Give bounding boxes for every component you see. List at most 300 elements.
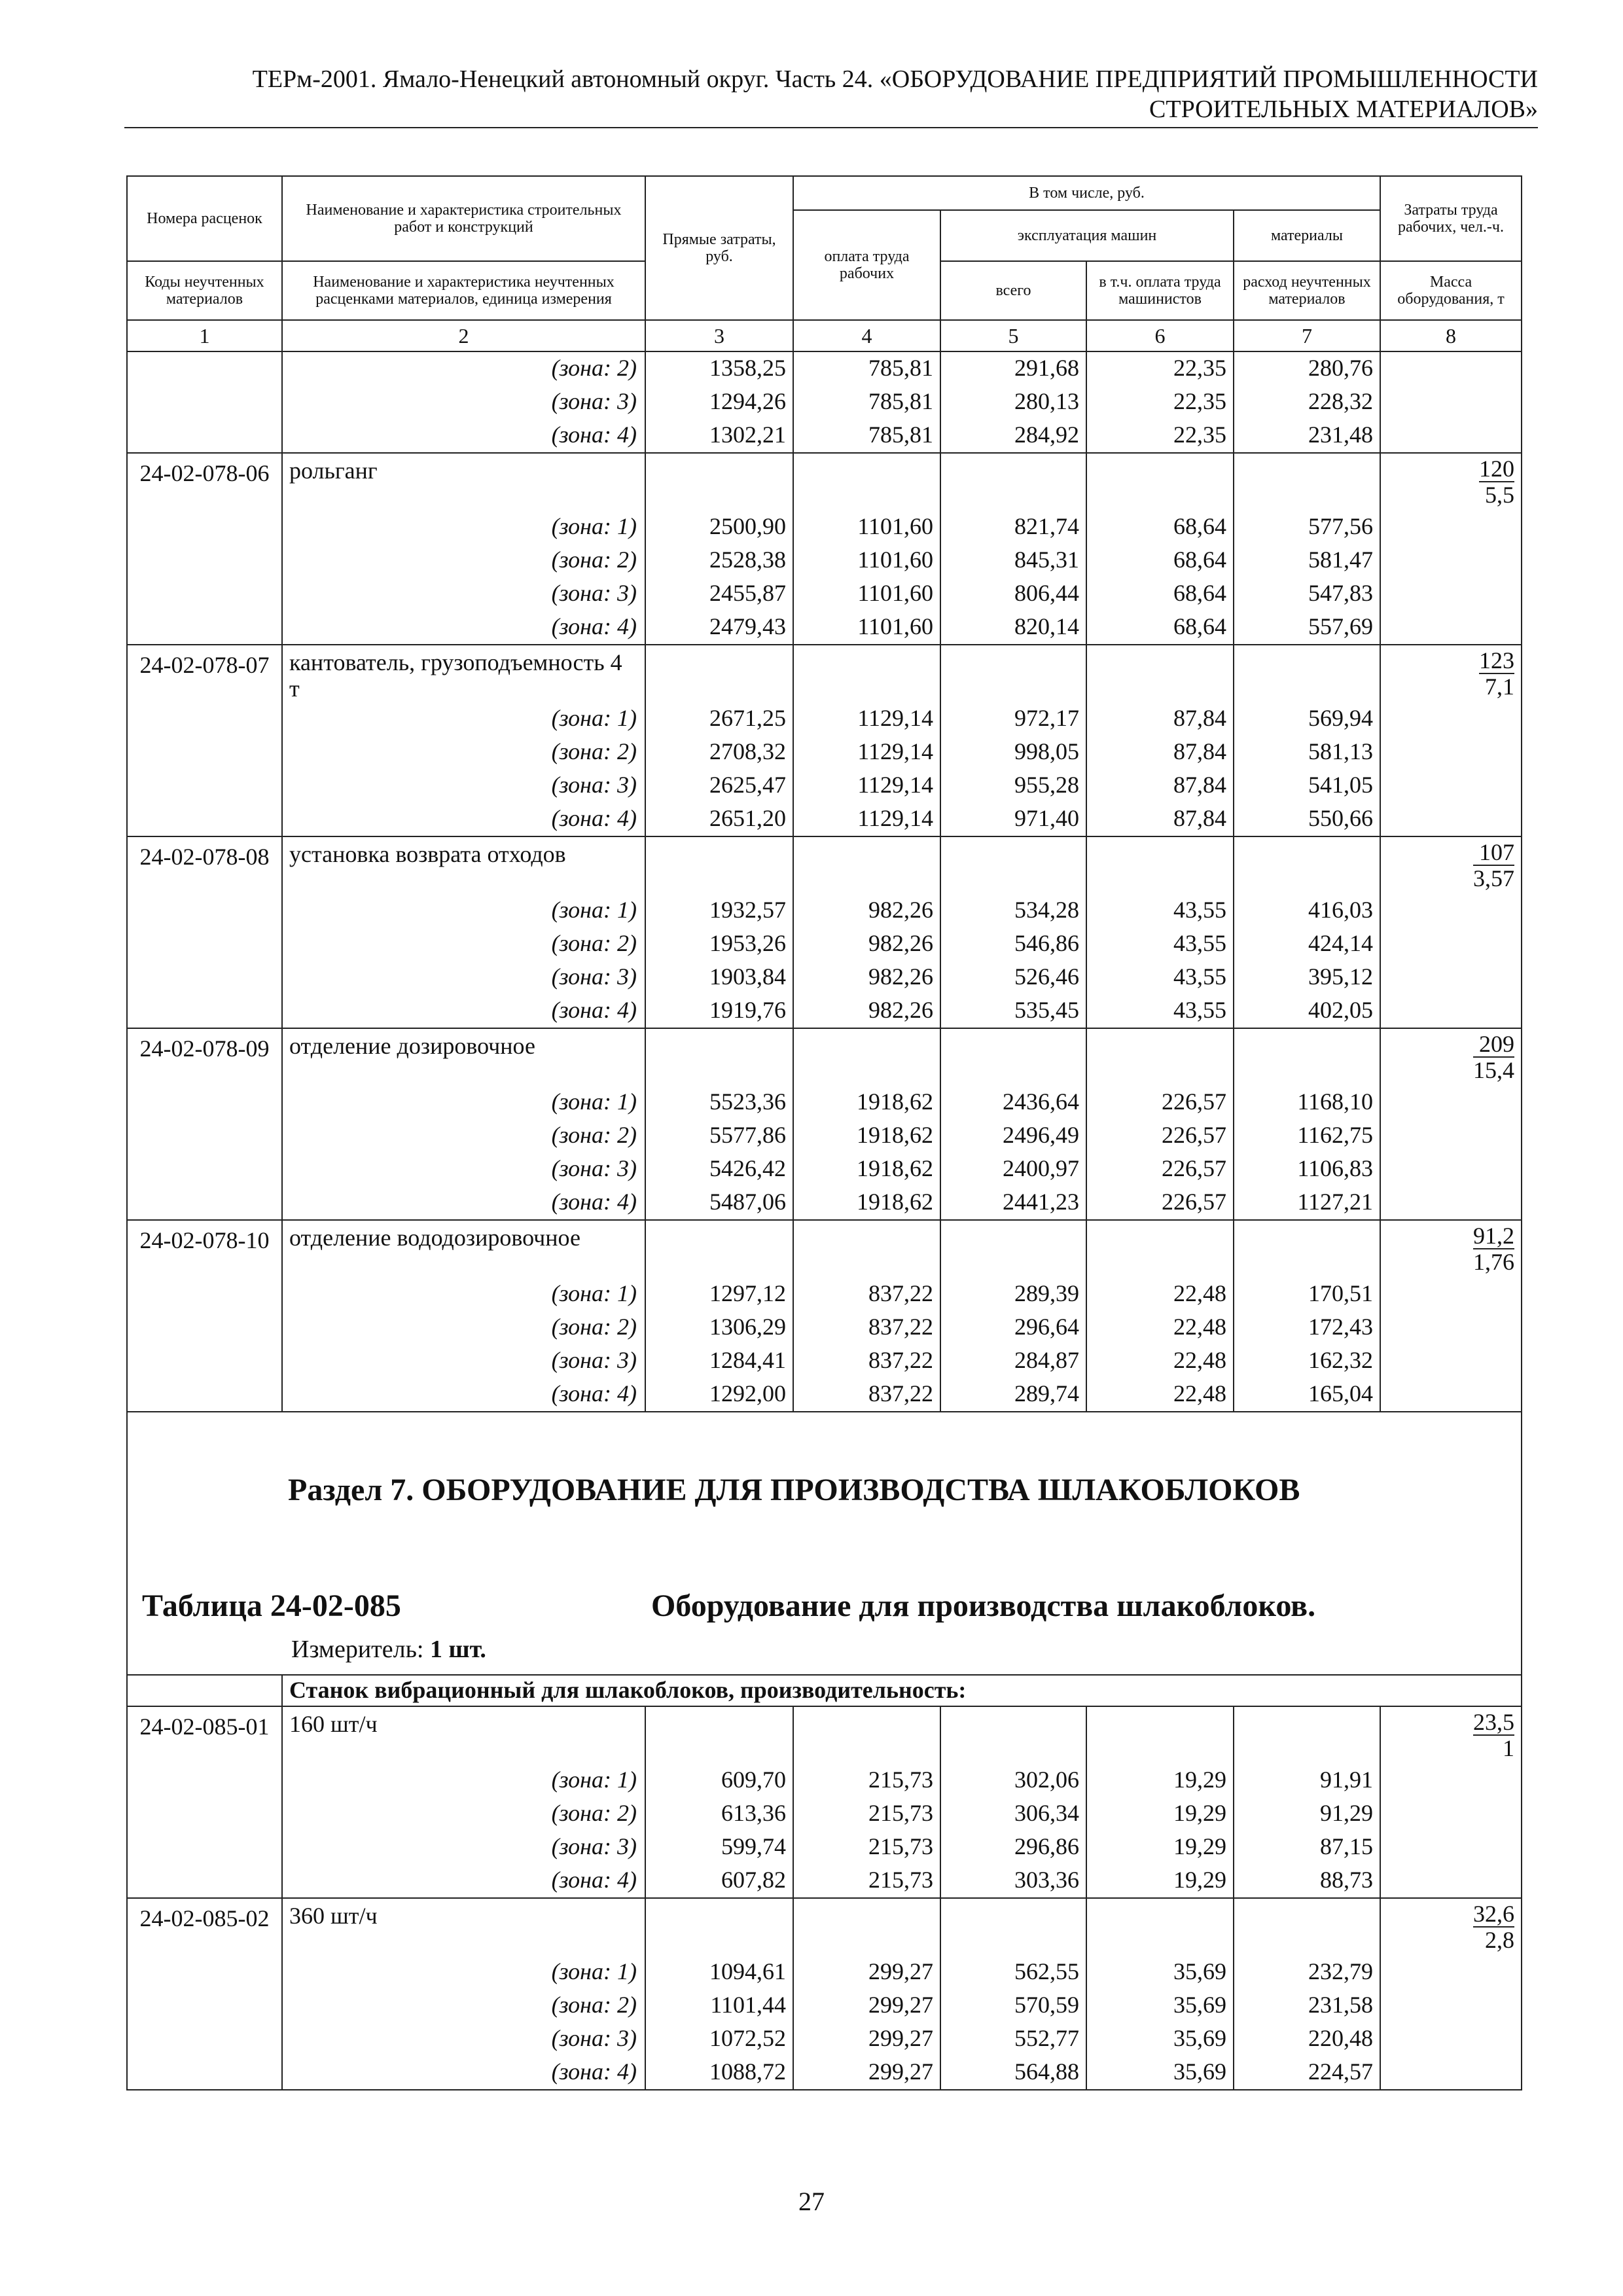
estimate-table — [126, 175, 1522, 2090]
labor-cell — [1380, 1831, 1522, 1864]
table-row — [127, 736, 1522, 769]
value-cell: 289,39 — [940, 1278, 1086, 1311]
head-mass: Масса оборудования, т — [1380, 261, 1522, 320]
value-cell: 1101,60 — [793, 544, 940, 577]
zone-label: (зона: 3) — [282, 386, 645, 419]
zone-label: (зона: 2) — [282, 927, 645, 961]
code-cell — [127, 769, 282, 802]
value-cell: 2441,23 — [940, 1186, 1086, 1220]
value-cell: 535,45 — [940, 994, 1086, 1028]
empty-cell — [645, 1220, 793, 1278]
empty-cell — [645, 1028, 793, 1086]
code-cell — [127, 1378, 282, 1412]
zone-label: (зона: 4) — [282, 994, 645, 1028]
col-number: 2 — [282, 320, 645, 351]
value-cell: 424,14 — [1234, 927, 1380, 961]
empty-cell — [1086, 1220, 1234, 1278]
value-cell: 22,35 — [1086, 419, 1234, 453]
value-cell: 215,73 — [793, 1764, 940, 1797]
value-cell: 526,46 — [940, 961, 1086, 994]
value-cell: 1953,26 — [645, 927, 793, 961]
zone-label: (зона: 1) — [282, 702, 645, 736]
value-cell: 2436,64 — [940, 1086, 1086, 1119]
labor-value: 209 — [1473, 1031, 1514, 1058]
head-drivers: в т.ч. оплата труда машинистов — [1086, 261, 1234, 320]
group-title-row — [127, 836, 1522, 894]
empty-cell — [940, 453, 1086, 511]
group-title-row — [127, 1706, 1522, 1764]
value-cell: 22,48 — [1086, 1311, 1234, 1344]
zone-label: (зона: 4) — [282, 611, 645, 645]
work-name: отделение вододозировочное — [282, 1220, 645, 1278]
mass-value: 1 — [1503, 1735, 1514, 1761]
zone-label: (зона: 2) — [282, 736, 645, 769]
value-cell: 220,48 — [1234, 2022, 1380, 2056]
value-cell: 1292,00 — [645, 1378, 793, 1412]
labor-mass-fraction — [1473, 1710, 1514, 1761]
section-title: Раздел 7. ОБОРУДОВАНИЕ ДЛЯ ПРОИЗВОДСТВА ШЛАКОБЛОКОВ — [288, 1473, 1300, 1507]
mass-value: 15,4 — [1473, 1057, 1514, 1083]
zone-label: (зона: 3) — [282, 1153, 645, 1186]
value-cell: 1932,57 — [645, 894, 793, 927]
zone-label: (зона: 1) — [282, 511, 645, 544]
zone-label: (зона: 1) — [282, 1278, 645, 1311]
empty-cell — [793, 453, 940, 511]
col-number: 3 — [645, 320, 793, 351]
zone-label: (зона: 1) — [282, 894, 645, 927]
code-cell — [127, 927, 282, 961]
value-cell: 43,55 — [1086, 961, 1234, 994]
value-cell: 982,26 — [793, 927, 940, 961]
code-cell — [127, 1864, 282, 1898]
empty-cell — [793, 645, 940, 702]
value-cell: 5426,42 — [645, 1153, 793, 1186]
value-cell: 172,43 — [1234, 1311, 1380, 1344]
value-cell: 299,27 — [793, 1956, 940, 1989]
head-unaccounted: расход неучтенных материалов — [1234, 261, 1380, 320]
table-row — [127, 702, 1522, 736]
value-cell: 1918,62 — [793, 1119, 940, 1153]
value-cell: 2400,97 — [940, 1153, 1086, 1186]
labor-cell — [1380, 961, 1522, 994]
table-row — [127, 802, 1522, 836]
empty-cell — [940, 1220, 1086, 1278]
value-cell: 1919,76 — [645, 994, 793, 1028]
value-cell: 1094,61 — [645, 1956, 793, 1989]
page-number: 27 — [798, 2187, 825, 2216]
value-cell: 87,84 — [1086, 736, 1234, 769]
zone-label: (зона: 4) — [282, 1378, 645, 1412]
value-cell: 306,34 — [940, 1797, 1086, 1831]
table-row — [127, 1378, 1522, 1412]
table-head — [127, 176, 1522, 351]
labor-mass-fraction — [1479, 648, 1514, 699]
table-row — [127, 1831, 1522, 1864]
page-header — [124, 64, 1538, 128]
meter-label: Измеритель: — [291, 1636, 424, 1663]
value-cell: 1168,10 — [1234, 1086, 1380, 1119]
value-cell: 296,86 — [940, 1831, 1086, 1864]
table-row — [127, 1086, 1522, 1119]
table-row — [127, 1956, 1522, 1989]
labor-cell — [1380, 1186, 1522, 1220]
value-cell: 1918,62 — [793, 1086, 940, 1119]
value-cell: 43,55 — [1086, 927, 1234, 961]
value-cell: 2455,87 — [645, 577, 793, 611]
section-block — [127, 1412, 1522, 1706]
labor-mass-cell — [1380, 1706, 1522, 1764]
zone-label: (зона: 2) — [282, 1311, 645, 1344]
group-title-row — [127, 645, 1522, 702]
value-cell: 1284,41 — [645, 1344, 793, 1378]
code-cell — [127, 544, 282, 577]
value-cell: 547,83 — [1234, 577, 1380, 611]
labor-cell — [1380, 1797, 1522, 1831]
rate-code: 24-02-078-10 — [127, 1220, 282, 1278]
rate-code: 24-02-078-08 — [127, 836, 282, 894]
value-cell: 87,15 — [1234, 1831, 1380, 1864]
group-title-row — [127, 453, 1522, 511]
labor-cell — [1380, 2056, 1522, 2090]
value-cell: 88,73 — [1234, 1864, 1380, 1898]
value-cell: 1129,14 — [793, 769, 940, 802]
value-cell: 562,55 — [940, 1956, 1086, 1989]
rate-code: 24-02-078-09 — [127, 1028, 282, 1086]
head-materials: материалы — [1234, 210, 1380, 261]
value-cell: 87,84 — [1086, 769, 1234, 802]
head-in-total: В том числе, руб. — [793, 176, 1380, 210]
value-cell: 785,81 — [793, 419, 940, 453]
table-body-2 — [127, 1706, 1522, 2090]
work-name: 160 шт/ч — [282, 1706, 645, 1764]
zone-label: (зона: 3) — [282, 1831, 645, 1864]
value-cell: 68,64 — [1086, 611, 1234, 645]
value-cell: 280,76 — [1234, 351, 1380, 386]
table-row — [127, 1119, 1522, 1153]
zone-label: (зона: 2) — [282, 1119, 645, 1153]
value-cell: 1106,83 — [1234, 1153, 1380, 1186]
value-cell: 1129,14 — [793, 736, 940, 769]
labor-cell — [1380, 2022, 1522, 2056]
code-cell — [127, 1797, 282, 1831]
value-cell: 68,64 — [1086, 577, 1234, 611]
value-cell: 224,57 — [1234, 2056, 1380, 2090]
labor-cell — [1380, 1119, 1522, 1153]
value-cell: 2708,32 — [645, 736, 793, 769]
value-cell: 845,31 — [940, 544, 1086, 577]
labor-mass-fraction — [1473, 840, 1514, 891]
labor-value: 107 — [1473, 840, 1514, 866]
zone-label: (зона: 3) — [282, 769, 645, 802]
value-cell: 534,28 — [940, 894, 1086, 927]
zone-label: (зона: 4) — [282, 2056, 645, 2090]
labor-mass-cell — [1380, 453, 1522, 511]
work-name: отделение дозировочное — [282, 1028, 645, 1086]
labor-mass-fraction — [1479, 456, 1514, 507]
labor-cell — [1380, 419, 1522, 453]
value-cell: 1101,60 — [793, 511, 940, 544]
value-cell: 416,03 — [1234, 894, 1380, 927]
empty-cell — [940, 1028, 1086, 1086]
value-cell: 1306,29 — [645, 1311, 793, 1344]
value-cell: 91,91 — [1234, 1764, 1380, 1797]
col-number: 6 — [1086, 320, 1234, 351]
empty-cell — [645, 1898, 793, 1956]
value-cell: 1129,14 — [793, 702, 940, 736]
table-row — [127, 1278, 1522, 1311]
value-cell: 2528,38 — [645, 544, 793, 577]
value-cell: 982,26 — [793, 894, 940, 927]
labor-mass-cell — [1380, 1028, 1522, 1086]
head-codes: Номера расценок — [127, 176, 282, 261]
value-cell: 837,22 — [793, 1278, 940, 1311]
labor-cell — [1380, 1153, 1522, 1186]
value-cell: 1088,72 — [645, 2056, 793, 2090]
zone-label: (зона: 4) — [282, 1864, 645, 1898]
empty-cell — [793, 1898, 940, 1956]
code-cell — [127, 961, 282, 994]
value-cell: 215,73 — [793, 1831, 940, 1864]
value-cell: 837,22 — [793, 1344, 940, 1378]
labor-value: 123 — [1479, 647, 1514, 673]
value-cell: 1918,62 — [793, 1186, 940, 1220]
code-cell — [127, 702, 282, 736]
value-cell: 299,27 — [793, 2022, 940, 2056]
value-cell: 552,77 — [940, 2022, 1086, 2056]
labor-cell — [1380, 1989, 1522, 2022]
value-cell: 806,44 — [940, 577, 1086, 611]
value-cell: 541,05 — [1234, 769, 1380, 802]
zone-label: (зона: 3) — [282, 961, 645, 994]
code-cell — [127, 611, 282, 645]
empty-cell — [940, 1898, 1086, 1956]
work-name: установка возврата отходов — [282, 836, 645, 894]
mass-value: 7,1 — [1485, 673, 1514, 700]
table-row — [127, 511, 1522, 544]
value-cell: 165,04 — [1234, 1378, 1380, 1412]
labor-mass-fraction — [1473, 1901, 1514, 1952]
col-number: 8 — [1380, 320, 1522, 351]
header-line-1: ТЕРм-2001. Ямало-Ненецкий автономный округ. Часть 24. «ОБОРУДОВАНИЕ ПРЕДПРИЯТИЙ ПРОМЫШЛЕННОСТИ — [252, 65, 1538, 93]
table-row — [127, 1153, 1522, 1186]
value-cell: 35,69 — [1086, 2056, 1234, 2090]
empty-cell — [1234, 453, 1380, 511]
rate-code: 24-02-078-07 — [127, 645, 282, 702]
value-cell: 581,13 — [1234, 736, 1380, 769]
labor-cell — [1380, 386, 1522, 419]
value-cell: 226,57 — [1086, 1119, 1234, 1153]
value-cell: 1101,60 — [793, 611, 940, 645]
value-cell: 170,51 — [1234, 1278, 1380, 1311]
value-cell: 299,27 — [793, 2056, 940, 2090]
zone-label: (зона: 1) — [282, 1086, 645, 1119]
value-cell: 2500,90 — [645, 511, 793, 544]
zone-label: (зона: 3) — [282, 1344, 645, 1378]
value-cell: 289,74 — [940, 1378, 1086, 1412]
value-cell: 613,36 — [645, 1797, 793, 1831]
table-row — [127, 2056, 1522, 2090]
value-cell: 837,22 — [793, 1378, 940, 1412]
code-cell — [127, 386, 282, 419]
code-cell — [127, 1764, 282, 1797]
value-cell: 5577,86 — [645, 1119, 793, 1153]
table-row — [127, 1344, 1522, 1378]
labor-cell — [1380, 511, 1522, 544]
value-cell: 231,48 — [1234, 419, 1380, 453]
value-cell: 2671,25 — [645, 702, 793, 736]
zone-label: (зона: 2) — [282, 1989, 645, 2022]
table-row — [127, 1864, 1522, 1898]
code-cell — [127, 1831, 282, 1864]
value-cell: 2479,43 — [645, 611, 793, 645]
empty-cell — [1234, 1706, 1380, 1764]
labor-value: 32,6 — [1473, 1901, 1514, 1927]
empty-cell — [1086, 1028, 1234, 1086]
rate-code: 24-02-085-01 — [127, 1706, 282, 1764]
value-cell: 564,88 — [940, 2056, 1086, 2090]
value-cell: 2651,20 — [645, 802, 793, 836]
value-cell: 1072,52 — [645, 2022, 793, 2056]
work-name: рольганг — [282, 453, 645, 511]
value-cell: 35,69 — [1086, 2022, 1234, 2056]
code-cell — [127, 2022, 282, 2056]
header-line-2: СТРОИТЕЛЬНЫХ МАТЕРИАЛОВ» — [1149, 96, 1538, 123]
table-row — [127, 351, 1522, 386]
table-row — [127, 544, 1522, 577]
empty-cell — [793, 836, 940, 894]
value-cell: 280,13 — [940, 386, 1086, 419]
empty-cell — [1086, 836, 1234, 894]
value-cell: 215,73 — [793, 1864, 940, 1898]
empty-cell — [645, 645, 793, 702]
value-cell: 1129,14 — [793, 802, 940, 836]
value-cell: 296,64 — [940, 1311, 1086, 1344]
value-cell: 291,68 — [940, 351, 1086, 386]
labor-mass-cell — [1380, 645, 1522, 702]
value-cell: 43,55 — [1086, 994, 1234, 1028]
value-cell: 284,87 — [940, 1344, 1086, 1378]
labor-value: 23,5 — [1473, 1709, 1514, 1735]
labor-cell — [1380, 802, 1522, 836]
table-row — [127, 2022, 1522, 2056]
labor-cell — [1380, 1378, 1522, 1412]
table-row — [127, 994, 1522, 1028]
labor-mass-cell — [1380, 1220, 1522, 1278]
value-cell: 998,05 — [940, 736, 1086, 769]
code-cell — [127, 351, 282, 386]
table-subtitle: Станок вибрационный для шлакоблоков, производительность: — [282, 1675, 1522, 1706]
labor-mass-cell — [1380, 1898, 1522, 1956]
head-codes-2: Коды неучтенных материалов — [127, 261, 282, 320]
zone-label: (зона: 1) — [282, 1956, 645, 1989]
labor-value: 91,2 — [1473, 1223, 1514, 1249]
table-row — [127, 1764, 1522, 1797]
col-number: 1 — [127, 320, 282, 351]
value-cell: 19,29 — [1086, 1831, 1234, 1864]
labor-cell — [1380, 702, 1522, 736]
value-cell: 226,57 — [1086, 1086, 1234, 1119]
meter — [291, 1634, 486, 1665]
labor-cell — [1380, 994, 1522, 1028]
value-cell: 231,58 — [1234, 1989, 1380, 2022]
value-cell: 1918,62 — [793, 1153, 940, 1186]
value-cell: 2625,47 — [645, 769, 793, 802]
table-title: Оборудование для производства шлакоблоков. — [651, 1588, 1316, 1623]
group-title-row — [127, 1028, 1522, 1086]
labor-cell — [1380, 769, 1522, 802]
mass-value: 1,76 — [1473, 1249, 1514, 1275]
value-cell: 68,64 — [1086, 511, 1234, 544]
labor-cell — [1380, 927, 1522, 961]
value-cell: 1294,26 — [645, 386, 793, 419]
value-cell: 22,48 — [1086, 1378, 1234, 1412]
value-cell: 299,27 — [793, 1989, 940, 2022]
labor-cell — [1380, 1311, 1522, 1344]
table-body-1 — [127, 351, 1522, 1412]
value-cell: 1127,21 — [1234, 1186, 1380, 1220]
zone-label: (зона: 2) — [282, 544, 645, 577]
value-cell: 785,81 — [793, 351, 940, 386]
value-cell: 1297,12 — [645, 1278, 793, 1311]
zone-label: (зона: 4) — [282, 1186, 645, 1220]
value-cell: 982,26 — [793, 994, 940, 1028]
value-cell: 982,26 — [793, 961, 940, 994]
table-row — [127, 769, 1522, 802]
empty-cell — [1086, 645, 1234, 702]
labor-cell — [1380, 1086, 1522, 1119]
empty-cell — [1234, 1220, 1380, 1278]
work-name: 360 шт/ч — [282, 1898, 645, 1956]
zone-label: (зона: 4) — [282, 419, 645, 453]
empty-cell — [793, 1220, 940, 1278]
mass-value: 5,5 — [1485, 482, 1514, 508]
value-cell: 955,28 — [940, 769, 1086, 802]
value-cell: 569,94 — [1234, 702, 1380, 736]
value-cell: 226,57 — [1086, 1153, 1234, 1186]
code-cell — [127, 1311, 282, 1344]
empty-cell — [940, 836, 1086, 894]
head-pay: оплата труда рабочих — [793, 210, 940, 320]
empty-cell — [1086, 453, 1234, 511]
value-cell: 22,35 — [1086, 386, 1234, 419]
empty-cell — [1086, 1898, 1234, 1956]
empty-cell — [940, 645, 1086, 702]
empty-cell — [940, 1706, 1086, 1764]
code-cell — [127, 419, 282, 453]
head-all: всего — [940, 261, 1086, 320]
table-row — [127, 386, 1522, 419]
value-cell: 68,64 — [1086, 544, 1234, 577]
table-row — [127, 927, 1522, 961]
value-cell: 35,69 — [1086, 1989, 1234, 2022]
value-cell: 162,32 — [1234, 1344, 1380, 1378]
value-cell: 1302,21 — [645, 419, 793, 453]
value-cell: 284,92 — [940, 419, 1086, 453]
subtitle-empty-cell — [127, 1675, 282, 1706]
value-cell: 35,69 — [1086, 1956, 1234, 1989]
value-cell: 395,12 — [1234, 961, 1380, 994]
mass-value: 2,8 — [1485, 1927, 1514, 1953]
value-cell: 546,86 — [940, 927, 1086, 961]
value-cell: 303,36 — [940, 1864, 1086, 1898]
value-cell: 402,05 — [1234, 994, 1380, 1028]
code-cell — [127, 2056, 282, 2090]
zone-label: (зона: 4) — [282, 802, 645, 836]
labor-mass-fraction — [1473, 1223, 1514, 1274]
code-cell — [127, 1956, 282, 1989]
empty-cell — [645, 453, 793, 511]
value-cell: 43,55 — [1086, 894, 1234, 927]
